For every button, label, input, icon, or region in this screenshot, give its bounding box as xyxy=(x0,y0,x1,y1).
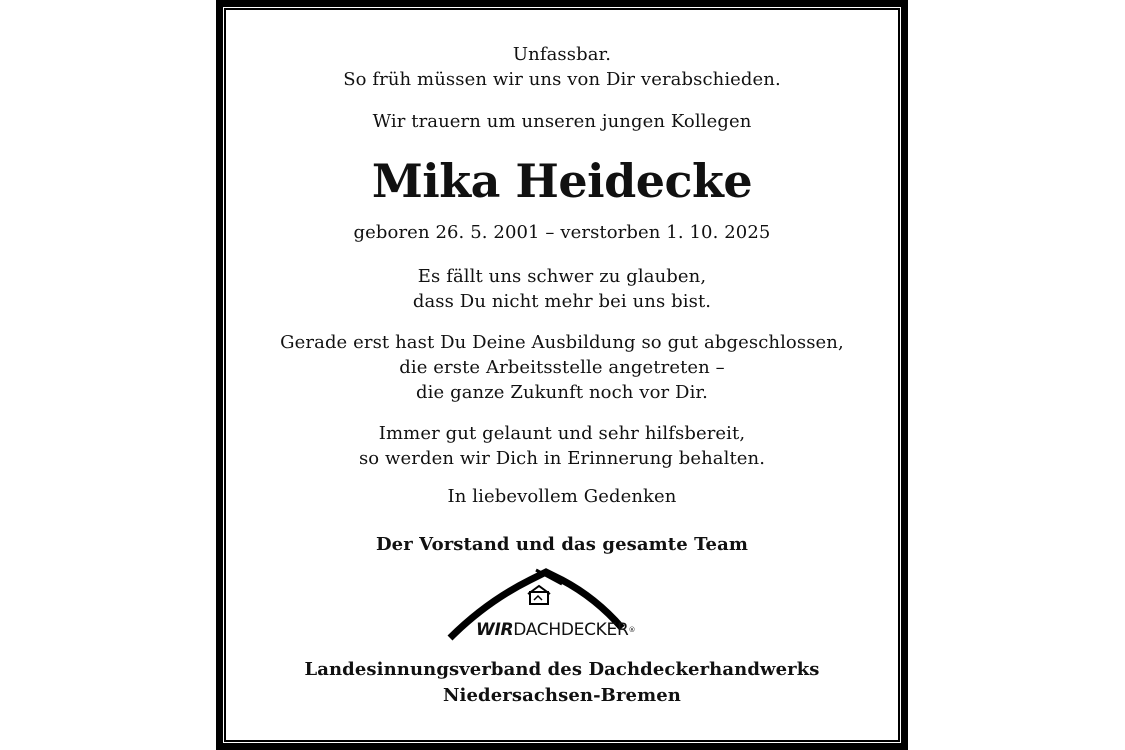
paragraph3-line-1: Immer gut gelaunt und sehr hilfsbereit, xyxy=(378,423,746,444)
life-dates: geboren 26. 5. 2001 – verstorben 1. 10. 2025 xyxy=(353,222,771,243)
deceased-name: Mika Heidecke xyxy=(371,154,753,208)
paragraph3-line-2: so werden wir Dich in Erinnerung behalten. xyxy=(358,448,766,469)
organization-line-1: Landesinnungsverband des Dachdeckerhandwerks xyxy=(304,659,820,680)
logo-registered-mark: ® xyxy=(628,626,636,634)
closing-line: In liebevollem Gedenken xyxy=(447,486,677,507)
paragraph1-line-2: dass Du nicht mehr bei uns bist. xyxy=(412,291,712,312)
paragraph2-line-3: die ganze Zukunft noch vor Dir. xyxy=(416,382,708,403)
logo-text-bold: WIR xyxy=(476,620,514,640)
intro-line-2: So früh müssen wir uns von Dir verabschieden. xyxy=(343,69,781,90)
paragraph2-line-2: die erste Arbeitsstelle angetreten – xyxy=(399,357,725,378)
mourning-line: Wir trauern um unseren jungen Kollegen xyxy=(372,111,752,132)
signature-line: Der Vorstand und das gesamte Team xyxy=(375,534,749,555)
organization-line-2: Niedersachsen-Bremen xyxy=(443,685,681,706)
paragraph1-line-1: Es fällt uns schwer zu glauben, xyxy=(417,266,707,287)
intro-line-1: Unfassbar. xyxy=(512,44,612,65)
paragraph2-line-1: Gerade erst hast Du Deine Ausbildung so gut abgeschlossen, xyxy=(280,332,844,353)
logo-text-regular: DACHDECKER xyxy=(513,620,629,640)
logo-wordmark xyxy=(476,620,635,640)
obituary-notice xyxy=(226,10,898,740)
